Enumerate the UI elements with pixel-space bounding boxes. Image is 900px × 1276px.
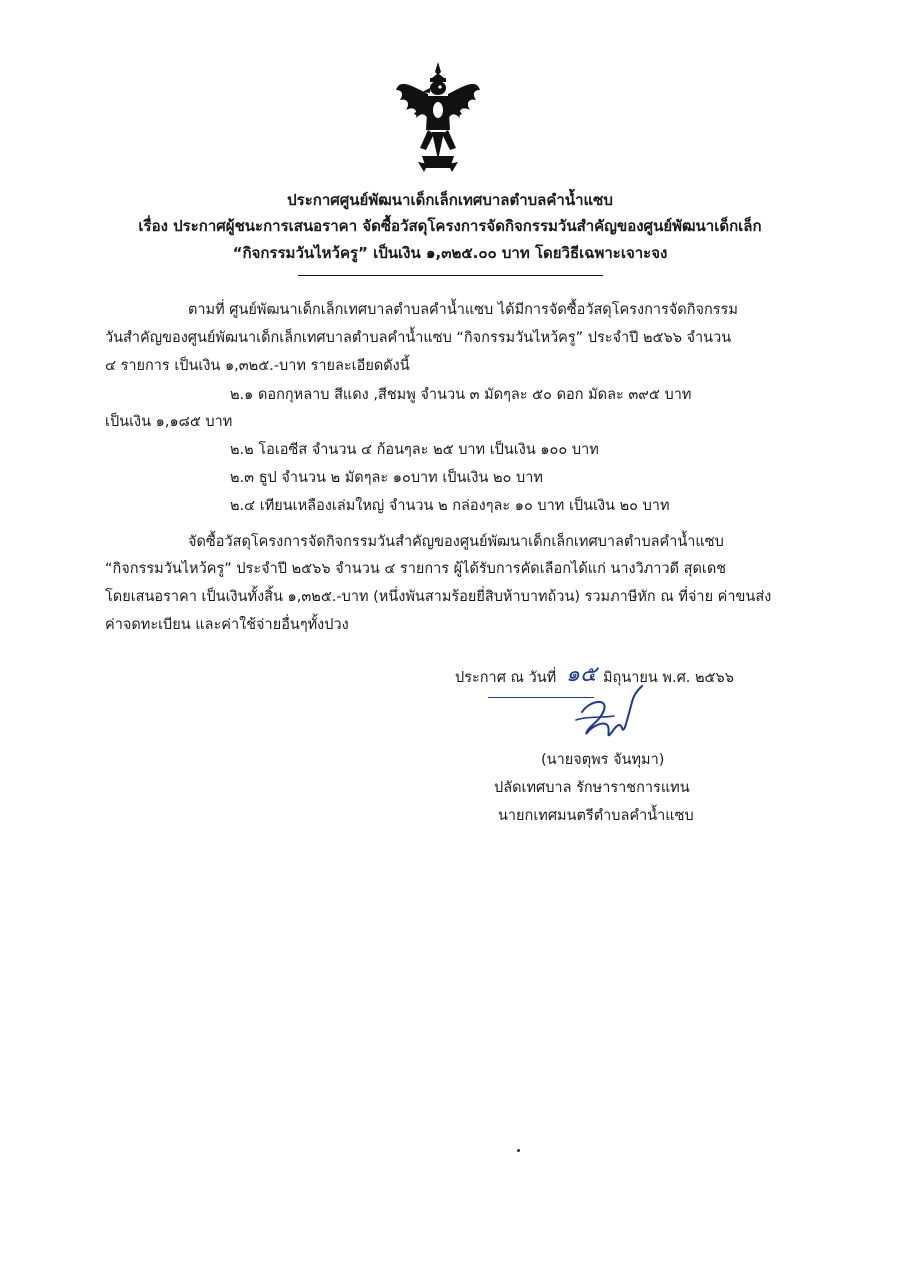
scan-speck [517,1149,520,1152]
item-3: ๒.๓ ธูป จำนวน ๒ มัดๆละ ๑๐บาท เป็นเงิน ๒๐ บาท [230,470,543,486]
announce-date-prefix: ประกาศ ณ วันที่ [455,670,557,686]
announce-date-suffix: มิถุนายน พ.ศ. ๒๕๖๖ [603,670,734,686]
signer-position-2: นายกเทศมนตรีตำบลคำน้ำแซบ [498,808,694,824]
signer-name: (นายจตุพร จันทุมา) [541,752,665,768]
announce-day-handwritten: ๑๕ [566,662,597,687]
item-1-line1: ๒.๑ ดอกกุหลาบ สีแดง ,สีชมพู จำนวน ๓ มัดๆละ ๕๐ ดอก มัดละ ๓๙๕ บาท [230,387,692,403]
para1-line1: ตามที่ ศูนย์พัฒนาเด็กเล็กเทศบาลตำบลคำน้ำแซบ ได้มีการจัดซื้อวัสดุโครงการจัดกิจกรรม [188,302,738,318]
garuda-emblem-icon [392,60,484,172]
signature-icon [568,682,648,744]
para2-line1: จัดซื้อวัสดุโครงการจัดกิจกรรมวันสำคัญของศูนย์พัฒนาเด็กเล็กเทศบาลตำบลคำน้ำแซบ [188,534,724,550]
item-4: ๒.๔ เทียนเหลืองเล่มใหญ่ จำนวน ๒ กล่องๆละ ๑๐ บาท เป็นเงิน ๒๐ บาท [230,498,670,514]
doc-title: ประกาศศูนย์พัฒนาเด็กเล็กเทศบาลตำบลคำน้ำแซบ [287,191,613,209]
doc-subject: เรื่อง ประกาศผู้ชนะการเสนอราคา จัดซื้อวัสดุโครงการจัดกิจกรรมวันสำคัญของศูนย์พัฒนาเด็กเล็ก [138,217,762,235]
para1-line3: ๔ รายการ เป็นเงิน ๑,๓๒๕.-บาท รายละเอียดดังนี้ [105,358,410,374]
title-underline [298,275,603,276]
para2-line2: “กิจกรรมวันไหว้ครู” ประจำปี ๒๕๖๖ จำนวน ๔ รายการ ผู้ได้รับการคัดเลือกได้แก่ นางวิภาวดี สุดเดช [105,561,727,577]
item-1-line2: เป็นเงิน ๑,๑๘๕ บาท [105,414,233,430]
doc-subject-cont: “กิจกรรมวันไหว้ครู” เป็นเงิน ๑,๓๒๕.๐๐ บาท โดยวิธีเฉพาะเจาะจง [232,244,668,262]
item-2: ๒.๒ โอเอซีส จำนวน ๔ ก้อนๆละ ๒๕ บาท เป็นเงิน ๑๐๐ บาท [230,442,599,458]
para2-line4: ค่าจดทะเบียน และค่าใช้จ่ายอื่นๆทั้งปวง [105,617,349,633]
para2-line3: โดยเสนอราคา เป็นเงินทั้งสิ้น ๑,๓๒๕.-บาท (หนึ่งพันสามร้อยยี่สิบห้าบาทถ้วน) รวมภาษีหัก ณ ที่จ่าย ค่าขนส่ง [105,589,772,605]
signer-position-1: ปลัดเทศบาล รักษาราชการแทน [494,780,690,796]
para1-line2: วันสำคัญของศูนย์พัฒนาเด็กเล็กเทศบาลตำบลคำน้ำแซบ “กิจกรรมวันไหว้ครู” ประจำปี ๒๕๖๖ จำนวน [105,330,732,346]
